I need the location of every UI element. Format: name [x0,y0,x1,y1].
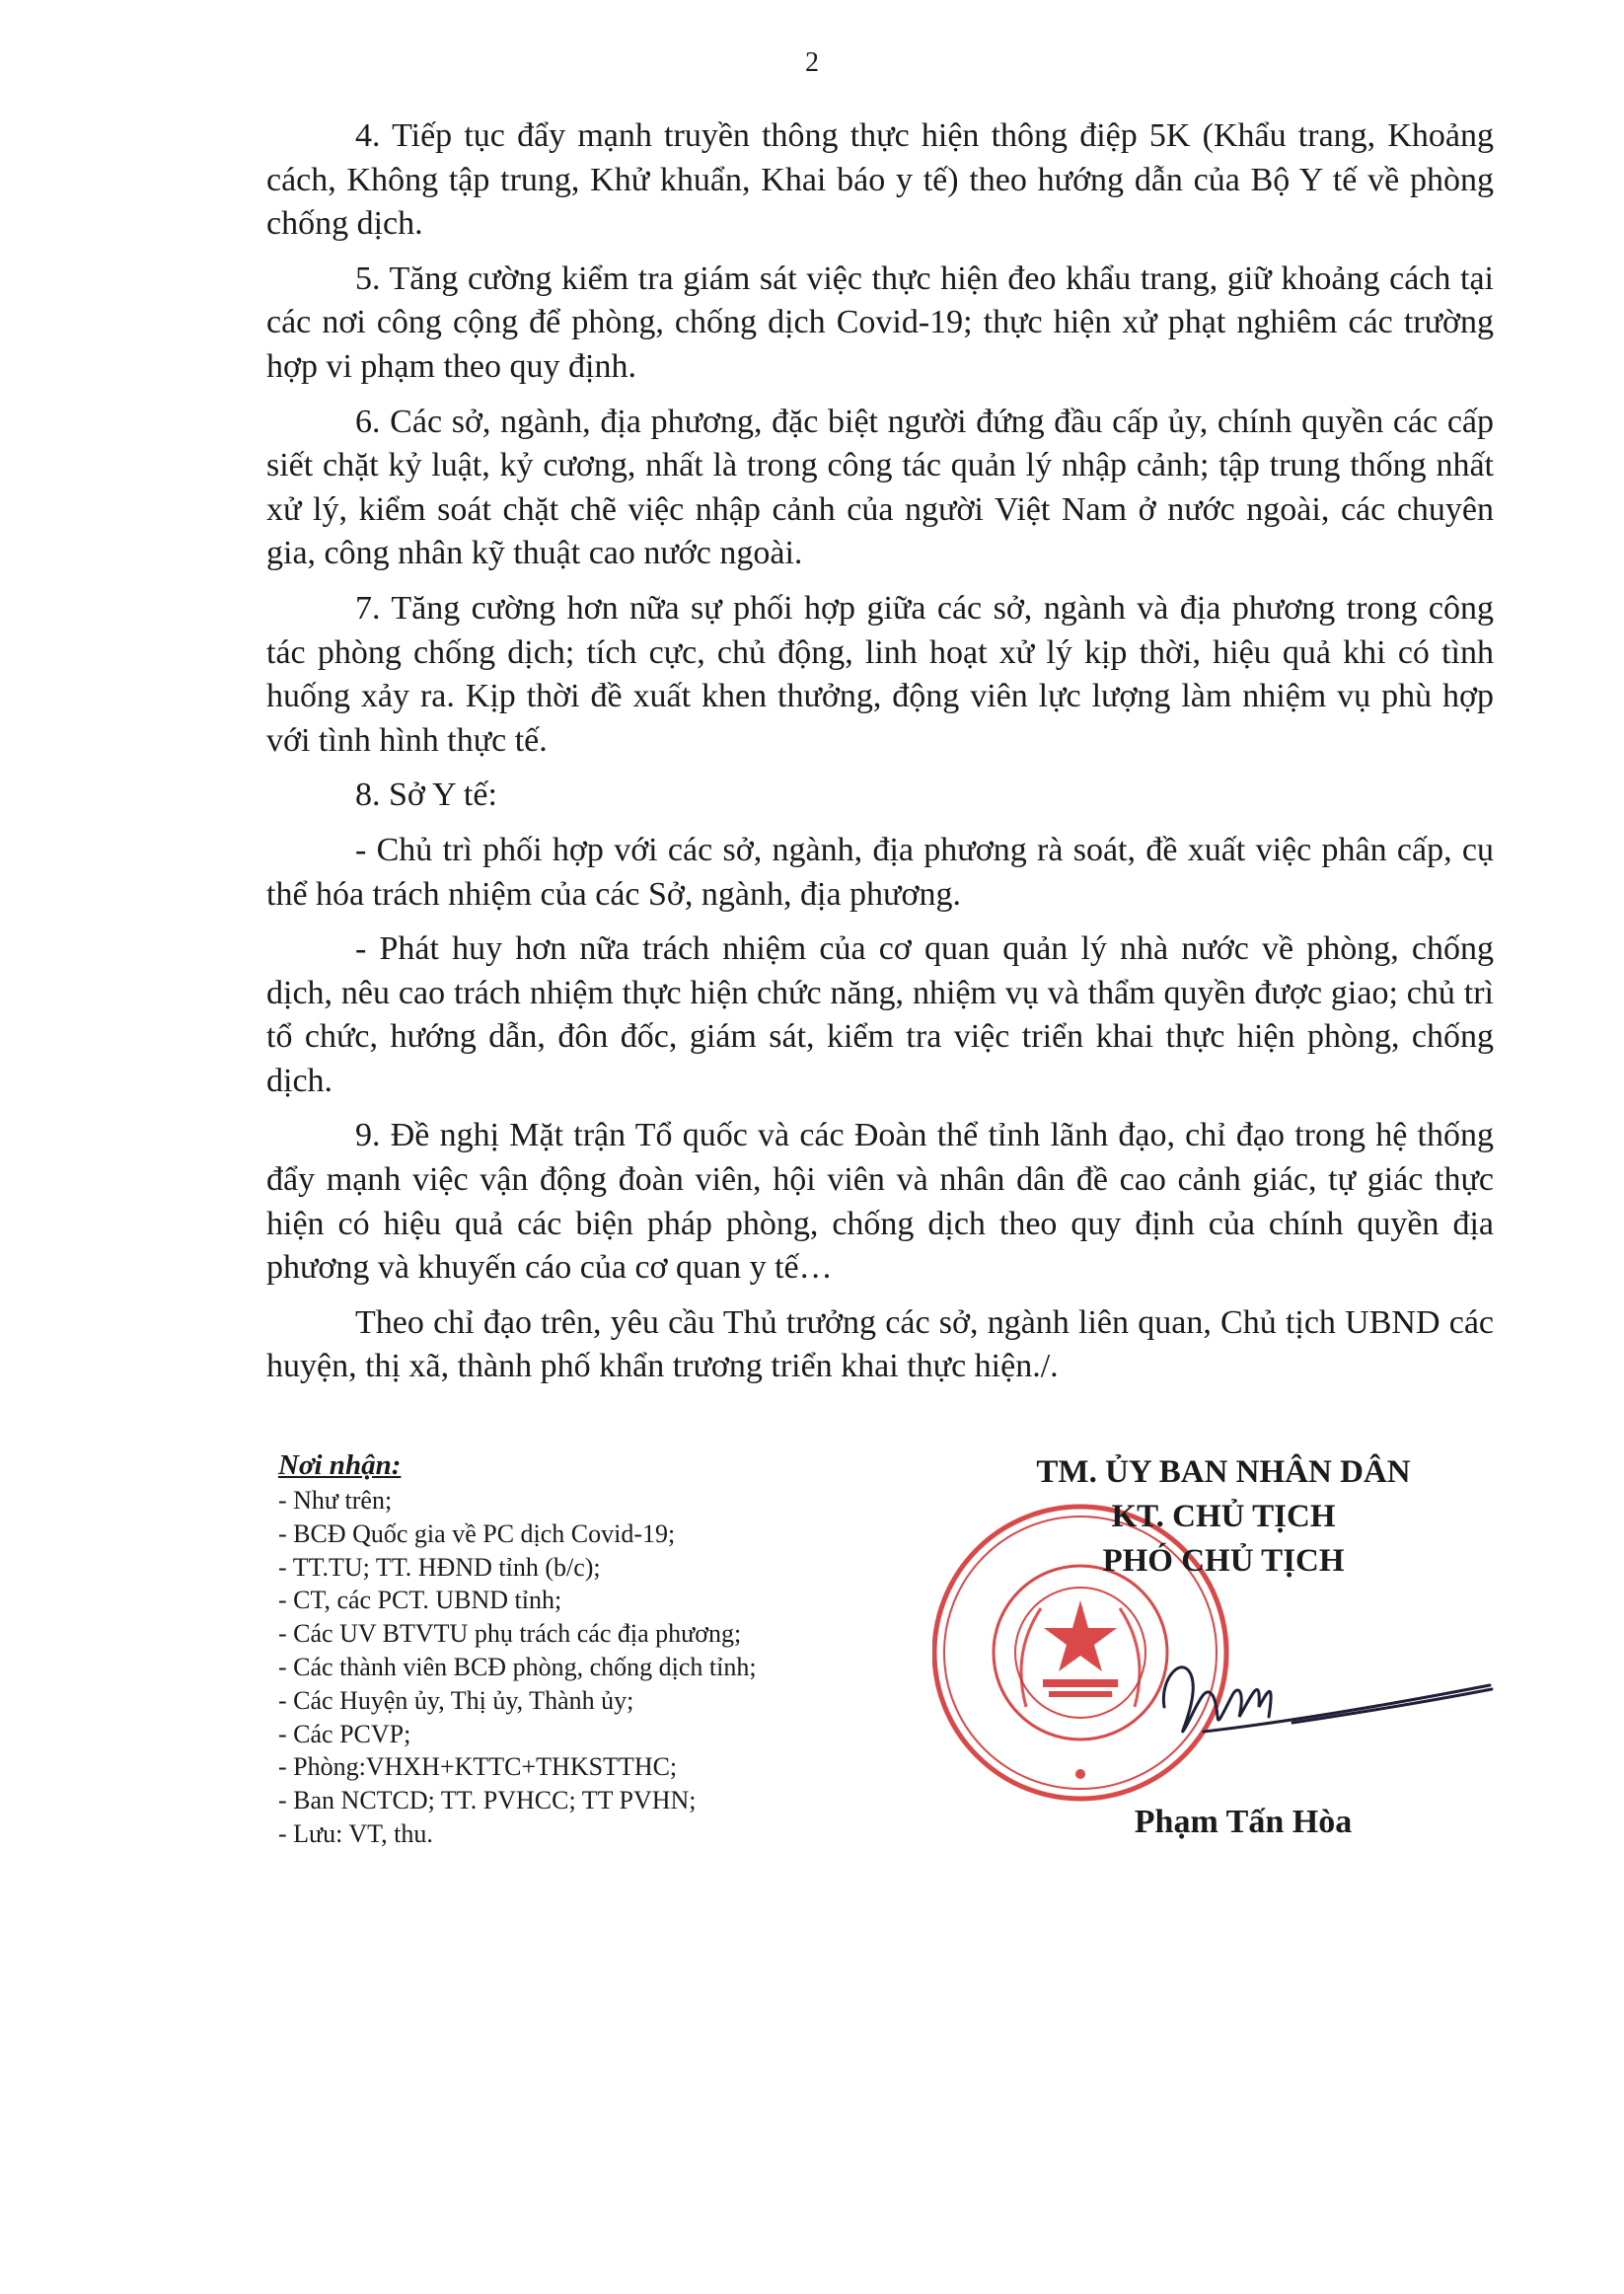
signature-role-line: PHÓ CHỦ TỊCH [1102,1543,1345,1579]
signature-title-line: KT. CHỦ TỊCH [1111,1499,1336,1534]
paragraph-item-5: 5. Tăng cường kiểm tra giám sát việc thực hiện đeo khẩu trang, giữ khoảng cách tại các nơi công cộng để phòng, chống dịch Covid-19; thực hiện xử phạt nghiêm các trường hợp vi phạm theo quy định. [266,259,1494,385]
recipients-title: Nơi nhận: [278,1449,402,1481]
recipient-item: - Các PCVP; [278,1719,411,1748]
paragraph-item-6: 6. Các sở, ngành, địa phương, đặc biệt người đứng đầu cấp ủy, chính quyền các cấp siết chặt kỷ luật, kỷ cương, nhất là trong công tác quản lý nhập cảnh; tập trung thống nhất xử lý, kiểm soát chặt chẽ việc nhập cảnh của người Việt Nam ở nước ngoài, các chuyên gia, công nhân kỹ thuật cao nước ngoài. [266,403,1494,572]
recipient-item: - Lưu: VT, thu. [278,1818,433,1848]
recipient-item: - Phòng:VHXH+KTTC+THKSTTHC; [278,1752,678,1782]
recipient-item: - Như trên; [278,1486,393,1515]
paragraph-item-4: 4. Tiếp tục đẩy mạnh truyền thông thực hiện thông điệp 5K (Khẩu trang, Khoảng cách, Không tập trung, Khử khuẩn, Khai báo y tế) theo hướng dẫn của Bộ Y tế về phòng chống dịch. [266,117,1494,243]
recipient-item: - Các thành viên BCĐ phòng, chống dịch tỉnh; [278,1652,757,1681]
paragraph-item-8-b: - Phát huy hơn nữa trách nhiệm của cơ quan quản lý nhà nước về phòng, chống dịch, nêu cao trách nhiệm thực hiện chức năng, nhiệm vụ và thẩm quyền được giao; chủ trì tổ chức, hướng dẫn, đôn đốc, giám sát, kiểm tra việc triển khai thực hiện phòng, chống dịch. [266,930,1494,1099]
signature-org-line: TM. ỦY BAN NHÂN DÂN [1036,1454,1411,1490]
signature-block [947,1450,1500,1584]
recipients-block [278,1446,910,1851]
recipient-item: - CT, các PCT. UBND tỉnh; [278,1586,562,1615]
recipients-list [278,1484,910,1851]
paragraph-item-8-a: - Chủ trì phối hợp với các sở, ngành, địa phương rà soát, đề xuất việc phân cấp, cụ thể hóa trách nhiệm của các Sở, ngành, địa phương. [266,831,1494,913]
paragraph-item-7: 7. Tăng cường hơn nữa sự phối hợp giữa các sở, ngành và địa phương trong công tác phòng chống dịch; tích cực, chủ động, linh hoạt xử lý kịp thời, hiệu quả khi có tình huống xảy ra. Kịp thời đề xuất khen thưởng, động viên lực lượng làm nhiệm vụ phù hợp với tình hình thực tế. [266,589,1494,759]
recipient-item: - Ban NCTCD; TT. PVHCC; TT PVHN; [278,1786,697,1815]
recipient-item: - Các UV BTVTU phụ trách các địa phương; [278,1619,742,1649]
document-body [266,114,1494,1400]
recipient-item: - BCĐ Quốc gia về PC dịch Covid-19; [278,1518,676,1548]
recipient-item: - Các Huyện ủy, Thị ủy, Thành ủy; [278,1685,634,1715]
signer-name: Phạm Tấn Hòa [1134,1804,1353,1840]
paragraph-item-9: 9. Đề nghị Mặt trận Tổ quốc và các Đoàn thể tỉnh lãnh đạo, chỉ đạo trong hệ thống đẩy mạnh việc vận động đoàn viên, hội viên và nhân dân đề cao cảnh giác, tự giác thực hiện có hiệu quả các biện pháp phòng, chống dịch theo quy định của chính quyền địa phương và khuyến cáo của cơ quan y tế… [266,1117,1494,1287]
page-number: 2 [805,47,819,78]
paragraph-closing: Theo chỉ đạo trên, yêu cầu Thủ trưởng các sở, ngành liên quan, Chủ tịch UBND các huyện, thị xã, thành phố khẩn trương triển khai thực hiện./. [266,1303,1494,1385]
handwritten-signature-icon [1144,1638,1500,1766]
paragraph-item-8-heading: 8. Sở Y tế: [355,777,497,814]
recipient-item: - TT.TU; TT. HĐND tỉnh (b/c); [278,1552,601,1582]
